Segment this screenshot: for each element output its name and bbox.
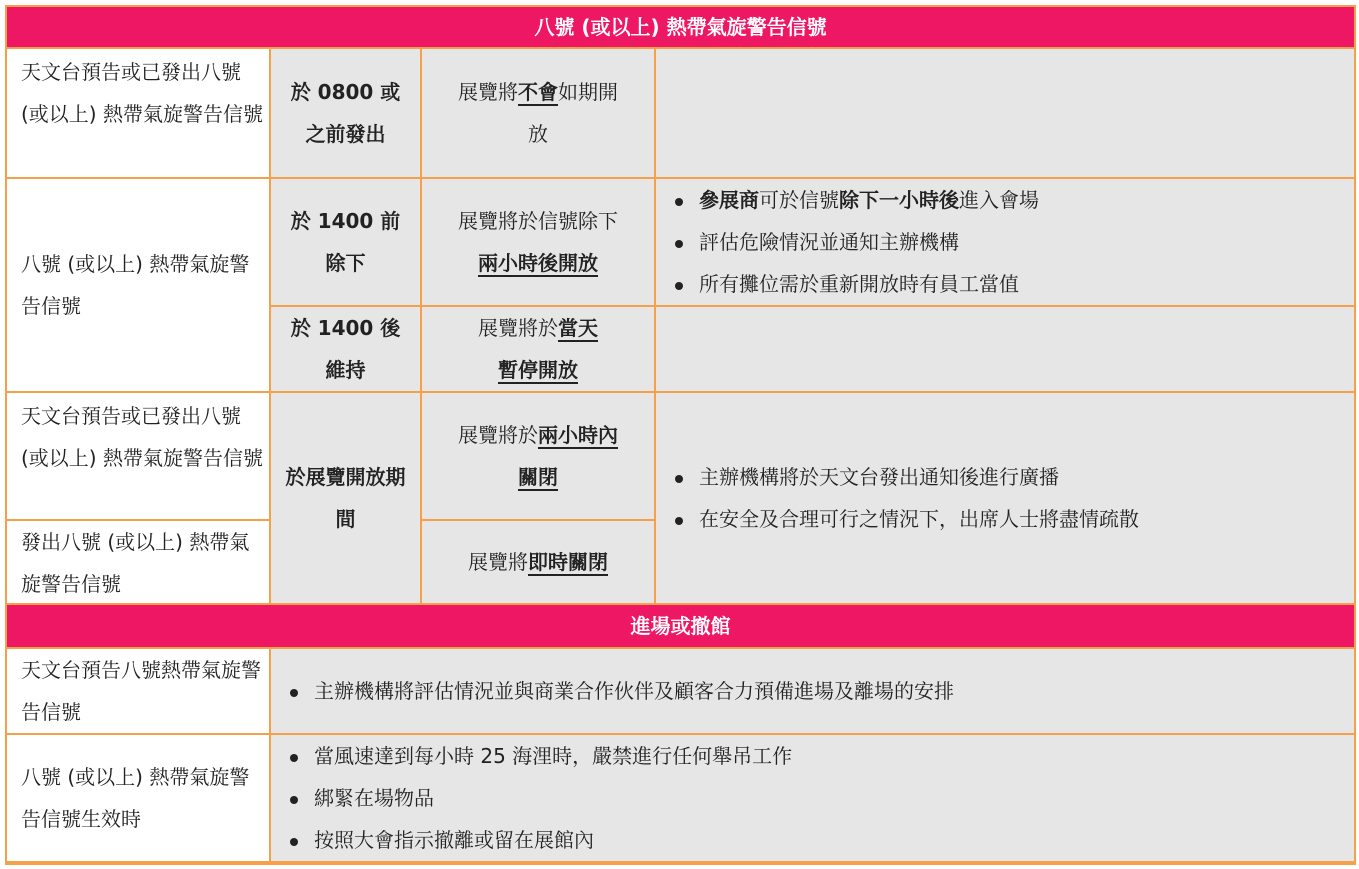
condition-cell xyxy=(7,179,269,391)
timing-text: 於 1400 前除下 xyxy=(290,209,401,275)
list-item: 按照大會指示撤離或留在展館內 xyxy=(271,819,1354,861)
timing-text: 於展覽開放期間 xyxy=(285,465,406,531)
list-item: 主辦機構將於天文台發出通知後進行廣播 xyxy=(656,456,1354,498)
list-item: 所有攤位需於重新開放時有員工當值 xyxy=(656,263,1354,305)
timing-text: 於 1400 後維持 xyxy=(290,316,401,382)
notes-list xyxy=(656,456,1354,540)
condition-cell xyxy=(7,521,269,603)
section-header-signal8 xyxy=(7,7,1354,47)
condition-text: 發出八號 (或以上) 熱帶氣旋警告信號 xyxy=(21,530,250,596)
condition-cell xyxy=(7,649,269,733)
condition-text: 天文台預告或已發出八號 (或以上) 熱帶氣旋警告信號 xyxy=(21,404,263,470)
list-item: 在安全及合理可行之情況下，出席人士將盡情疏散 xyxy=(656,498,1354,540)
bullet-icon xyxy=(675,475,683,483)
result-text-line1: 展覽將於兩小時內 xyxy=(458,423,618,447)
bullet-icon xyxy=(290,689,298,697)
condition-text: 八號 (或以上) 熱帶氣旋警告信號 xyxy=(21,252,250,318)
notes-list xyxy=(271,670,1354,712)
result-text-line1: 展覽將於當天 xyxy=(478,316,598,340)
notes-cell-empty xyxy=(656,49,1354,177)
result-cell xyxy=(422,521,654,603)
condition-text: 天文台預告八號熱帶氣旋警告信號 xyxy=(21,658,261,724)
result-cell xyxy=(422,307,654,391)
condition-text: 八號 (或以上) 熱帶氣旋警告信號生效時 xyxy=(21,765,250,831)
list-item: 綁緊在場物品 xyxy=(271,777,1354,819)
notes-cell xyxy=(656,393,1354,603)
section-header-signal8-text: 八號 (或以上) 熱帶氣旋警告信號 xyxy=(534,15,827,39)
result-text-line1: 展覽將於信號除下 xyxy=(458,209,618,233)
timing-cell xyxy=(271,179,420,305)
bullet-icon xyxy=(290,796,298,804)
section-header-move xyxy=(7,605,1354,647)
notes-list xyxy=(271,735,1354,861)
result-text-line2: 兩小時後開放 xyxy=(478,251,598,275)
condition-cell xyxy=(7,49,269,177)
notes-cell-empty xyxy=(656,307,1354,391)
result-cell xyxy=(422,393,654,519)
timing-cell xyxy=(271,49,420,177)
notes-cell xyxy=(656,179,1354,305)
bullet-icon xyxy=(290,838,298,846)
bullet-icon xyxy=(290,754,298,762)
result-text: 展覽將不會如期開放 xyxy=(458,80,618,146)
typhoon-arrangements-table xyxy=(5,5,1356,865)
result-text-line2: 關閉 xyxy=(518,465,558,489)
result-text-line2: 暫停開放 xyxy=(498,358,578,382)
timing-cell xyxy=(271,307,420,391)
list-item: 參展商可於信號除下一小時後進入會場 xyxy=(656,179,1354,221)
result-cell xyxy=(422,49,654,177)
section-header-move-text: 進場或撤館 xyxy=(630,614,731,638)
timing-cell xyxy=(271,393,420,603)
bullet-icon xyxy=(675,517,683,525)
notes-cell xyxy=(271,735,1354,861)
list-item: 評估危險情況並通知主辦機構 xyxy=(656,221,1354,263)
notes-cell xyxy=(271,649,1354,733)
bullet-icon xyxy=(675,282,683,290)
bullet-icon xyxy=(675,198,683,206)
timing-text: 於 0800 或之前發出 xyxy=(290,80,401,146)
list-item: 當風速達到每小時 25 海浬時，嚴禁進行任何舉吊工作 xyxy=(271,735,1354,777)
condition-text: 天文台預告或已發出八號 (或以上) 熱帶氣旋警告信號 xyxy=(21,60,263,126)
list-item: 主辦機構將評估情況並與商業合作伙伴及顧客合力預備進場及離場的安排 xyxy=(271,670,1354,712)
bullet-icon xyxy=(675,240,683,248)
result-text: 展覽將即時關閉 xyxy=(468,550,608,574)
condition-cell xyxy=(7,735,269,861)
notes-list xyxy=(656,179,1354,305)
condition-cell xyxy=(7,393,269,519)
result-cell xyxy=(422,179,654,305)
